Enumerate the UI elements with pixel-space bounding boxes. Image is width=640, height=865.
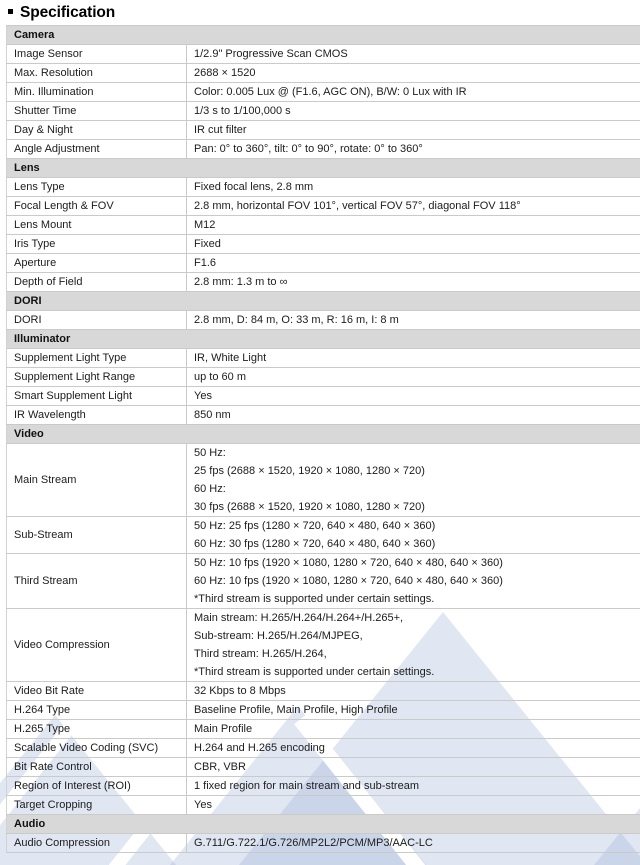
spec-table bbox=[6, 25, 640, 853]
spec-value bbox=[187, 349, 640, 368]
spec-value-line: 850 nm bbox=[194, 409, 231, 421]
spec-label-text: Third Stream bbox=[14, 575, 78, 587]
spec-value bbox=[187, 368, 640, 387]
section-header bbox=[7, 292, 640, 311]
spec-value bbox=[187, 609, 640, 682]
spec-label-text: Supplement Light Range bbox=[14, 371, 136, 383]
spec-label bbox=[7, 368, 187, 387]
spec-value-line: Pan: 0° to 360°, tilt: 0° to 90°, rotate: 0° to 360° bbox=[194, 143, 423, 155]
spec-value bbox=[187, 254, 640, 273]
spec-value bbox=[187, 45, 640, 64]
spec-label bbox=[7, 254, 187, 273]
spec-row bbox=[7, 758, 640, 777]
spec-row bbox=[7, 273, 640, 292]
spec-value-line: 32 Kbps to 8 Mbps bbox=[194, 685, 286, 697]
spec-value bbox=[187, 235, 640, 254]
spec-value-line: Main Profile bbox=[194, 723, 253, 735]
spec-label-text: Image Sensor bbox=[14, 48, 83, 60]
bullet-square-icon bbox=[8, 9, 13, 14]
spec-label-text: DORI bbox=[14, 314, 42, 326]
spec-label-text: Min. Illumination bbox=[14, 86, 94, 98]
spec-value-line: up to 60 m bbox=[194, 371, 246, 383]
spec-value-line: 50 Hz: 25 fps (1280 × 720, 640 × 480, 640 × 360) bbox=[194, 520, 436, 532]
spec-value bbox=[187, 197, 640, 216]
spec-label-text: Aperture bbox=[14, 257, 57, 269]
spec-row bbox=[7, 216, 640, 235]
spec-label bbox=[7, 777, 187, 796]
spec-row bbox=[7, 311, 640, 330]
spec-value-line: Fixed focal lens, 2.8 mm bbox=[194, 181, 314, 193]
spec-value bbox=[187, 311, 640, 330]
spec-label bbox=[7, 609, 187, 682]
spec-value bbox=[187, 83, 640, 102]
spec-label-text: Scalable Video Coding (SVC) bbox=[14, 742, 159, 754]
spec-label-text: Audio Compression bbox=[14, 837, 110, 849]
section-header bbox=[7, 26, 640, 45]
spec-row bbox=[7, 197, 640, 216]
spec-value-line: 1/3 s to 1/100,000 s bbox=[194, 105, 291, 117]
spec-row bbox=[7, 254, 640, 273]
spec-value-line: Yes bbox=[194, 799, 212, 811]
spec-value-line: IR cut filter bbox=[194, 124, 247, 136]
spec-value-line: Baseline Profile, Main Profile, High Profile bbox=[194, 704, 398, 716]
spec-value bbox=[187, 796, 640, 815]
spec-value bbox=[187, 554, 640, 609]
spec-label-text: Smart Supplement Light bbox=[14, 390, 133, 402]
spec-value-line: 60 Hz: 10 fps (1920 × 1080, 1280 × 720, 640 × 480, 640 × 360) bbox=[194, 575, 503, 587]
spec-row bbox=[7, 777, 640, 796]
spec-value bbox=[187, 777, 640, 796]
spec-value bbox=[187, 64, 640, 83]
section-header-row bbox=[7, 292, 640, 311]
spec-row bbox=[7, 64, 640, 83]
spec-value bbox=[187, 178, 640, 197]
spec-value-line: IR, White Light bbox=[194, 352, 267, 364]
spec-row bbox=[7, 406, 640, 425]
spec-label bbox=[7, 45, 187, 64]
spec-value bbox=[187, 517, 640, 554]
spec-label bbox=[7, 682, 187, 701]
spec-value-line: 50 Hz: bbox=[194, 447, 226, 459]
spec-value bbox=[187, 140, 640, 159]
section-header-row bbox=[7, 26, 640, 45]
section-header-row bbox=[7, 330, 640, 349]
spec-row bbox=[7, 682, 640, 701]
spec-label bbox=[7, 517, 187, 554]
spec-value-line: Fixed bbox=[194, 238, 221, 250]
spec-value-line: H.264 and H.265 encoding bbox=[194, 742, 325, 754]
spec-value bbox=[187, 682, 640, 701]
spec-row bbox=[7, 121, 640, 140]
spec-row bbox=[7, 517, 640, 554]
spec-label-text: Day & Night bbox=[14, 124, 73, 136]
spec-row bbox=[7, 368, 640, 387]
spec-label-text: Region of Interest (ROI) bbox=[14, 780, 131, 792]
spec-value bbox=[187, 701, 640, 720]
spec-value-line: 60 Hz: bbox=[194, 483, 226, 495]
spec-label bbox=[7, 216, 187, 235]
spec-row bbox=[7, 554, 640, 609]
spec-row bbox=[7, 720, 640, 739]
spec-label-text: Depth of Field bbox=[14, 276, 83, 288]
spec-label-text: H.265 Type bbox=[14, 723, 71, 735]
spec-value-line: G.711/G.722.1/G.726/MP2L2/PCM/MP3/AAC-LC bbox=[194, 837, 433, 849]
spec-value bbox=[187, 121, 640, 140]
spec-label bbox=[7, 720, 187, 739]
spec-label-text: Target Cropping bbox=[14, 799, 93, 811]
spec-label bbox=[7, 197, 187, 216]
section-header-row bbox=[7, 159, 640, 178]
spec-label-text: Shutter Time bbox=[14, 105, 77, 117]
section-header-row bbox=[7, 425, 640, 444]
spec-value bbox=[187, 739, 640, 758]
spec-label bbox=[7, 701, 187, 720]
spec-label bbox=[7, 349, 187, 368]
spec-value-line: M12 bbox=[194, 219, 216, 231]
spec-label-text: Video Bit Rate bbox=[14, 685, 85, 697]
spec-label bbox=[7, 102, 187, 121]
spec-value-line: Yes bbox=[194, 390, 212, 402]
spec-label bbox=[7, 834, 187, 853]
spec-row bbox=[7, 609, 640, 682]
spec-value-line: 1 fixed region for main stream and sub-stream bbox=[194, 780, 419, 792]
spec-value bbox=[187, 834, 640, 853]
spec-label bbox=[7, 273, 187, 292]
section-header bbox=[7, 815, 640, 834]
section-header-label: Audio bbox=[14, 818, 46, 830]
spec-row bbox=[7, 45, 640, 64]
section-header bbox=[7, 425, 640, 444]
spec-value-line: *Third stream is supported under certain settings. bbox=[194, 666, 435, 678]
spec-label-text: Angle Adjustment bbox=[14, 143, 100, 155]
spec-row bbox=[7, 701, 640, 720]
spec-label-text: H.264 Type bbox=[14, 704, 71, 716]
spec-label bbox=[7, 554, 187, 609]
spec-label-text: Iris Type bbox=[14, 238, 56, 250]
spec-value-line: 25 fps (2688 × 1520, 1920 × 1080, 1280 × 720) bbox=[194, 465, 425, 477]
spec-label bbox=[7, 64, 187, 83]
section-header bbox=[7, 330, 640, 349]
section-header-label: Lens bbox=[14, 162, 40, 174]
spec-label bbox=[7, 311, 187, 330]
spec-value bbox=[187, 216, 640, 235]
spec-label-text: Max. Resolution bbox=[14, 67, 93, 79]
spec-label-text: Main Stream bbox=[14, 474, 77, 486]
spec-label bbox=[7, 739, 187, 758]
section-header-label: Video bbox=[14, 428, 44, 440]
spec-label-text: Lens Mount bbox=[14, 219, 72, 231]
spec-value-line: 1/2.9" Progressive Scan CMOS bbox=[194, 48, 348, 60]
spec-value bbox=[187, 758, 640, 777]
spec-label bbox=[7, 140, 187, 159]
spec-label bbox=[7, 406, 187, 425]
spec-row bbox=[7, 140, 640, 159]
spec-value-line: 2.8 mm, horizontal FOV 101°, vertical FOV 57°, diagonal FOV 118° bbox=[194, 200, 521, 212]
section-header-row bbox=[7, 815, 640, 834]
spec-value-line: 50 Hz: 10 fps (1920 × 1080, 1280 × 720, 640 × 480, 640 × 360) bbox=[194, 557, 503, 569]
spec-value bbox=[187, 273, 640, 292]
spec-value-line: 60 Hz: 30 fps (1280 × 720, 640 × 480, 640 × 360) bbox=[194, 538, 436, 550]
spec-row bbox=[7, 796, 640, 815]
spec-row bbox=[7, 235, 640, 254]
spec-label bbox=[7, 758, 187, 777]
spec-value-line: 2688 × 1520 bbox=[194, 67, 256, 79]
spec-value-line: F1.6 bbox=[194, 257, 217, 269]
spec-value-line: Color: 0.005 Lux @ (F1.6, AGC ON), B/W: 0 Lux with IR bbox=[194, 86, 467, 98]
spec-value bbox=[187, 102, 640, 121]
spec-label-text: Supplement Light Type bbox=[14, 352, 127, 364]
spec-label bbox=[7, 235, 187, 254]
spec-label bbox=[7, 178, 187, 197]
spec-label bbox=[7, 121, 187, 140]
spec-row bbox=[7, 178, 640, 197]
section-header-label: Camera bbox=[14, 29, 55, 41]
spec-label-text: Focal Length & FOV bbox=[14, 200, 114, 212]
spec-label-text: Sub-Stream bbox=[14, 529, 73, 541]
section-header bbox=[7, 159, 640, 178]
spec-label bbox=[7, 444, 187, 517]
spec-row bbox=[7, 834, 640, 853]
spec-value bbox=[187, 406, 640, 425]
spec-value-line: 30 fps (2688 × 1520, 1920 × 1080, 1280 × 720) bbox=[194, 501, 425, 513]
spec-row bbox=[7, 739, 640, 758]
spec-value-line: Sub-stream: H.265/H.264/MJPEG, bbox=[194, 630, 363, 642]
page-title bbox=[8, 3, 115, 23]
spec-label bbox=[7, 387, 187, 406]
spec-value-line: *Third stream is supported under certain settings. bbox=[194, 593, 435, 605]
spec-value-line: 2.8 mm, D: 84 m, O: 33 m, R: 16 m, I: 8 m bbox=[194, 314, 399, 326]
spec-value-line: 2.8 mm: 1.3 m to ∞ bbox=[194, 276, 288, 288]
spec-value bbox=[187, 720, 640, 739]
spec-label-text: Video Compression bbox=[14, 639, 110, 651]
spec-label-text: Bit Rate Control bbox=[14, 761, 92, 773]
section-header-label: Illuminator bbox=[14, 333, 71, 345]
spec-label-text: Lens Type bbox=[14, 181, 65, 193]
section-header-label: DORI bbox=[14, 295, 42, 307]
spec-row bbox=[7, 83, 640, 102]
spec-value-line: CBR, VBR bbox=[194, 761, 246, 773]
spec-value-line: Main stream: H.265/H.264/H.264+/H.265+, bbox=[194, 612, 404, 624]
spec-row bbox=[7, 102, 640, 121]
spec-value bbox=[187, 387, 640, 406]
spec-value-line: Third stream: H.265/H.264, bbox=[194, 648, 327, 660]
page-title-text: Specification bbox=[20, 4, 116, 21]
spec-value bbox=[187, 444, 640, 517]
spec-label bbox=[7, 796, 187, 815]
spec-label-text: IR Wavelength bbox=[14, 409, 86, 421]
spec-row bbox=[7, 349, 640, 368]
spec-label bbox=[7, 83, 187, 102]
spec-row bbox=[7, 387, 640, 406]
spec-row bbox=[7, 444, 640, 517]
